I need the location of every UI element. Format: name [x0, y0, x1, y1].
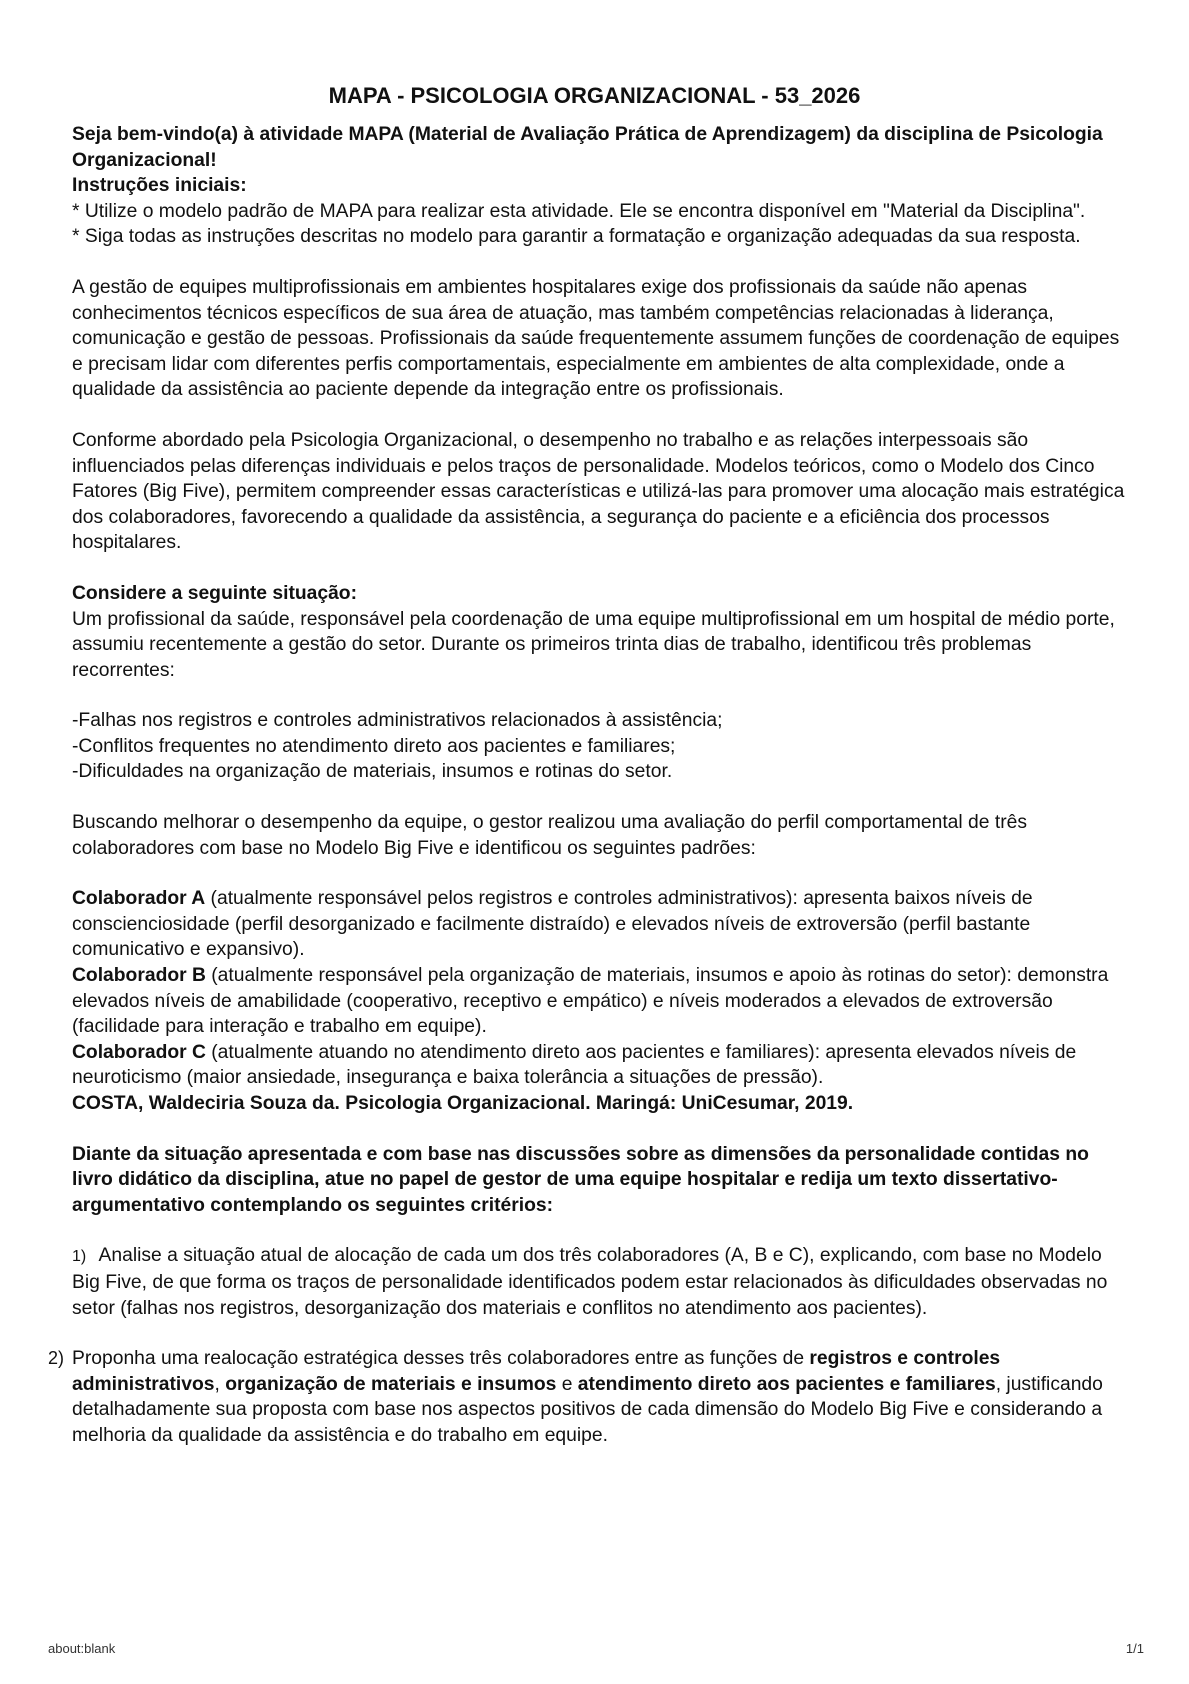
page-title: MAPA - PSICOLOGIA ORGANIZACIONAL - 53_2026: [328, 83, 861, 108]
criteria-text: , justificando detalhadamente sua proposta com base nos aspectos positivos de cada dimensão do Modelo Big Five e considerando a melhoria da qualidade da assistência e do trabalho em equipe.: [72, 1373, 1103, 1446]
collaborator-description: (atualmente atuando no atendimento direto aos pacientes e familiares): apresenta elevados níveis de neuroticismo (maior ansiedade, insegurança e baixa tolerância a situações de pressão).: [72, 1041, 1077, 1089]
criteria-text: e: [556, 1373, 578, 1395]
collaborator-b: [72, 963, 1132, 1040]
collaborator-label: Colaborador A: [72, 888, 206, 910]
collaborator-description: (atualmente responsável pelos registros e controles administrativos): apresenta baixos níveis de conscienciosidade (perfil desorganizado e facilmente distraído) e elevados níveis de extroversão (perfil bastante comunicativo e expansivo).: [72, 888, 1033, 961]
problem-item: -Conflitos frequentes no atendimento direto aos pacientes e familiares;: [72, 735, 676, 757]
evaluation-text: Buscando melhorar o desempenho da equipe, o gestor realizou uma avaliação do perfil comportamental de três colaboradores com base no Modelo Big Five e identificou os seguintes padrões:: [72, 812, 1027, 859]
criteria-emphasis: organização de materiais e insumos: [225, 1373, 557, 1395]
problem-item: -Falhas nos registros e controles administrativos relacionados à assistência;: [72, 710, 723, 732]
criteria-1: [72, 1243, 1132, 1321]
problem-item: -Dificuldades na organização de materiais, insumos e rotinas do setor.: [72, 761, 673, 783]
criteria-text: Analise a situação atual de alocação de cada um dos três colaboradores (A, B e C), explicando, com base no Modelo Big Five, de que forma os traços de personalidade identificados podem estar relacionados às dificuldades observadas no setor (falhas nos registros, desorganização dos materiais e conflitos no atendimento aos pacientes).: [72, 1245, 1108, 1319]
welcome-text: Seja bem-vindo(a) à atividade MAPA (Material de Avaliação Prática de Aprendizagem) da disciplina de Psicologia Organizacional!: [72, 124, 1103, 171]
footer-page-number: 1/1: [1125, 1641, 1144, 1656]
reference-text: COSTA, Waldeciria Souza da. Psicologia Organizacional. Maringá: UniCesumar, 2019.: [72, 1093, 854, 1114]
collaborator-c: [72, 1040, 1132, 1091]
intro-paragraph-2: Conforme abordado pela Psicologia Organizacional, o desempenho no trabalho e as relações interpessoais são influenciados pelas diferenças individuais e pelos traços de personalidade. Modelos teóricos, como o Modelo dos Cinco Fatores (Big Five), permitem compreender essas características e utilizá-las para promover uma alocação mais estratégica dos colaboradores, favorecendo a qualidade da assistência, a segurança do paciente e a eficiência dos processos hospitalares.: [72, 429, 1125, 554]
task-heading: Diante da situação apresentada e com base nas discussões sobre as dimensões da personalidade contidas no livro didático da disciplina, atue no papel de gestor de uma equipe hospitalar e redija um texto dissertativo-argumentativo contemplando os seguintes critérios:: [72, 1143, 1089, 1216]
instructions-heading: Instruções iniciais:: [72, 175, 247, 197]
collaborator-a: [72, 886, 1132, 963]
criteria-emphasis: registros e controles administrativos: [72, 1348, 1001, 1395]
document-body: [48, 122, 1132, 1449]
instruction-item: * Utilize o modelo padrão de MAPA para realizar esta atividade. Ele se encontra disponível em "Material da Disciplina".: [72, 200, 1086, 222]
criteria-number: 2): [48, 1348, 65, 1369]
footer-url: about:blank: [48, 1641, 116, 1656]
criteria-emphasis: atendimento direto aos pacientes e familiares: [577, 1373, 996, 1395]
situation-text: Um profissional da saúde, responsável pela coordenação de uma equipe multiprofissional em um hospital de médio porte, assumiu recentemente a gestão do setor. Durante os primeiros trinta dias de trabalho, identificou três problemas recorrentes:: [72, 608, 1115, 681]
intro-paragraph-1: A gestão de equipes multiprofissionais em ambientes hospitalares exige dos profissionais da saúde não apenas conhecimentos técnicos específicos de sua área de atuação, mas também competências relacionadas à liderança, comunicação e gestão de pessoas. Profissionais da saúde frequentemente assumem funções de coordenação de equipes e precisam lidar com diferentes perfis comportamentais, especialmente em ambientes de alta complexidade, onde a qualidade da assistência ao paciente depende da integração entre os profissionais.: [72, 276, 1120, 401]
criteria-number: 1): [72, 1248, 87, 1266]
instruction-item: * Siga todas as instruções descritas no modelo para garantir a formatação e organização adequadas da sua resposta.: [72, 226, 1081, 248]
criteria-text: Proponha uma realocação estratégica desses três colaboradores entre as funções de: [72, 1348, 810, 1370]
situation-heading: Considere a seguinte situação:: [72, 582, 358, 604]
criteria-2: [48, 1346, 1132, 1448]
collaborator-label: Colaborador C: [72, 1041, 206, 1063]
criteria-text: ,: [214, 1373, 226, 1395]
collaborator-description: (atualmente responsável pela organização de materiais, insumos e apoio às rotinas do setor): demonstra elevados níveis de amabilidade (cooperativo, receptivo e empático) e níveis moderados a elevados de extroversão (facilidade para interação e trabalho em equipe).: [72, 965, 1109, 1038]
collaborator-label: Colaborador B: [72, 965, 206, 987]
